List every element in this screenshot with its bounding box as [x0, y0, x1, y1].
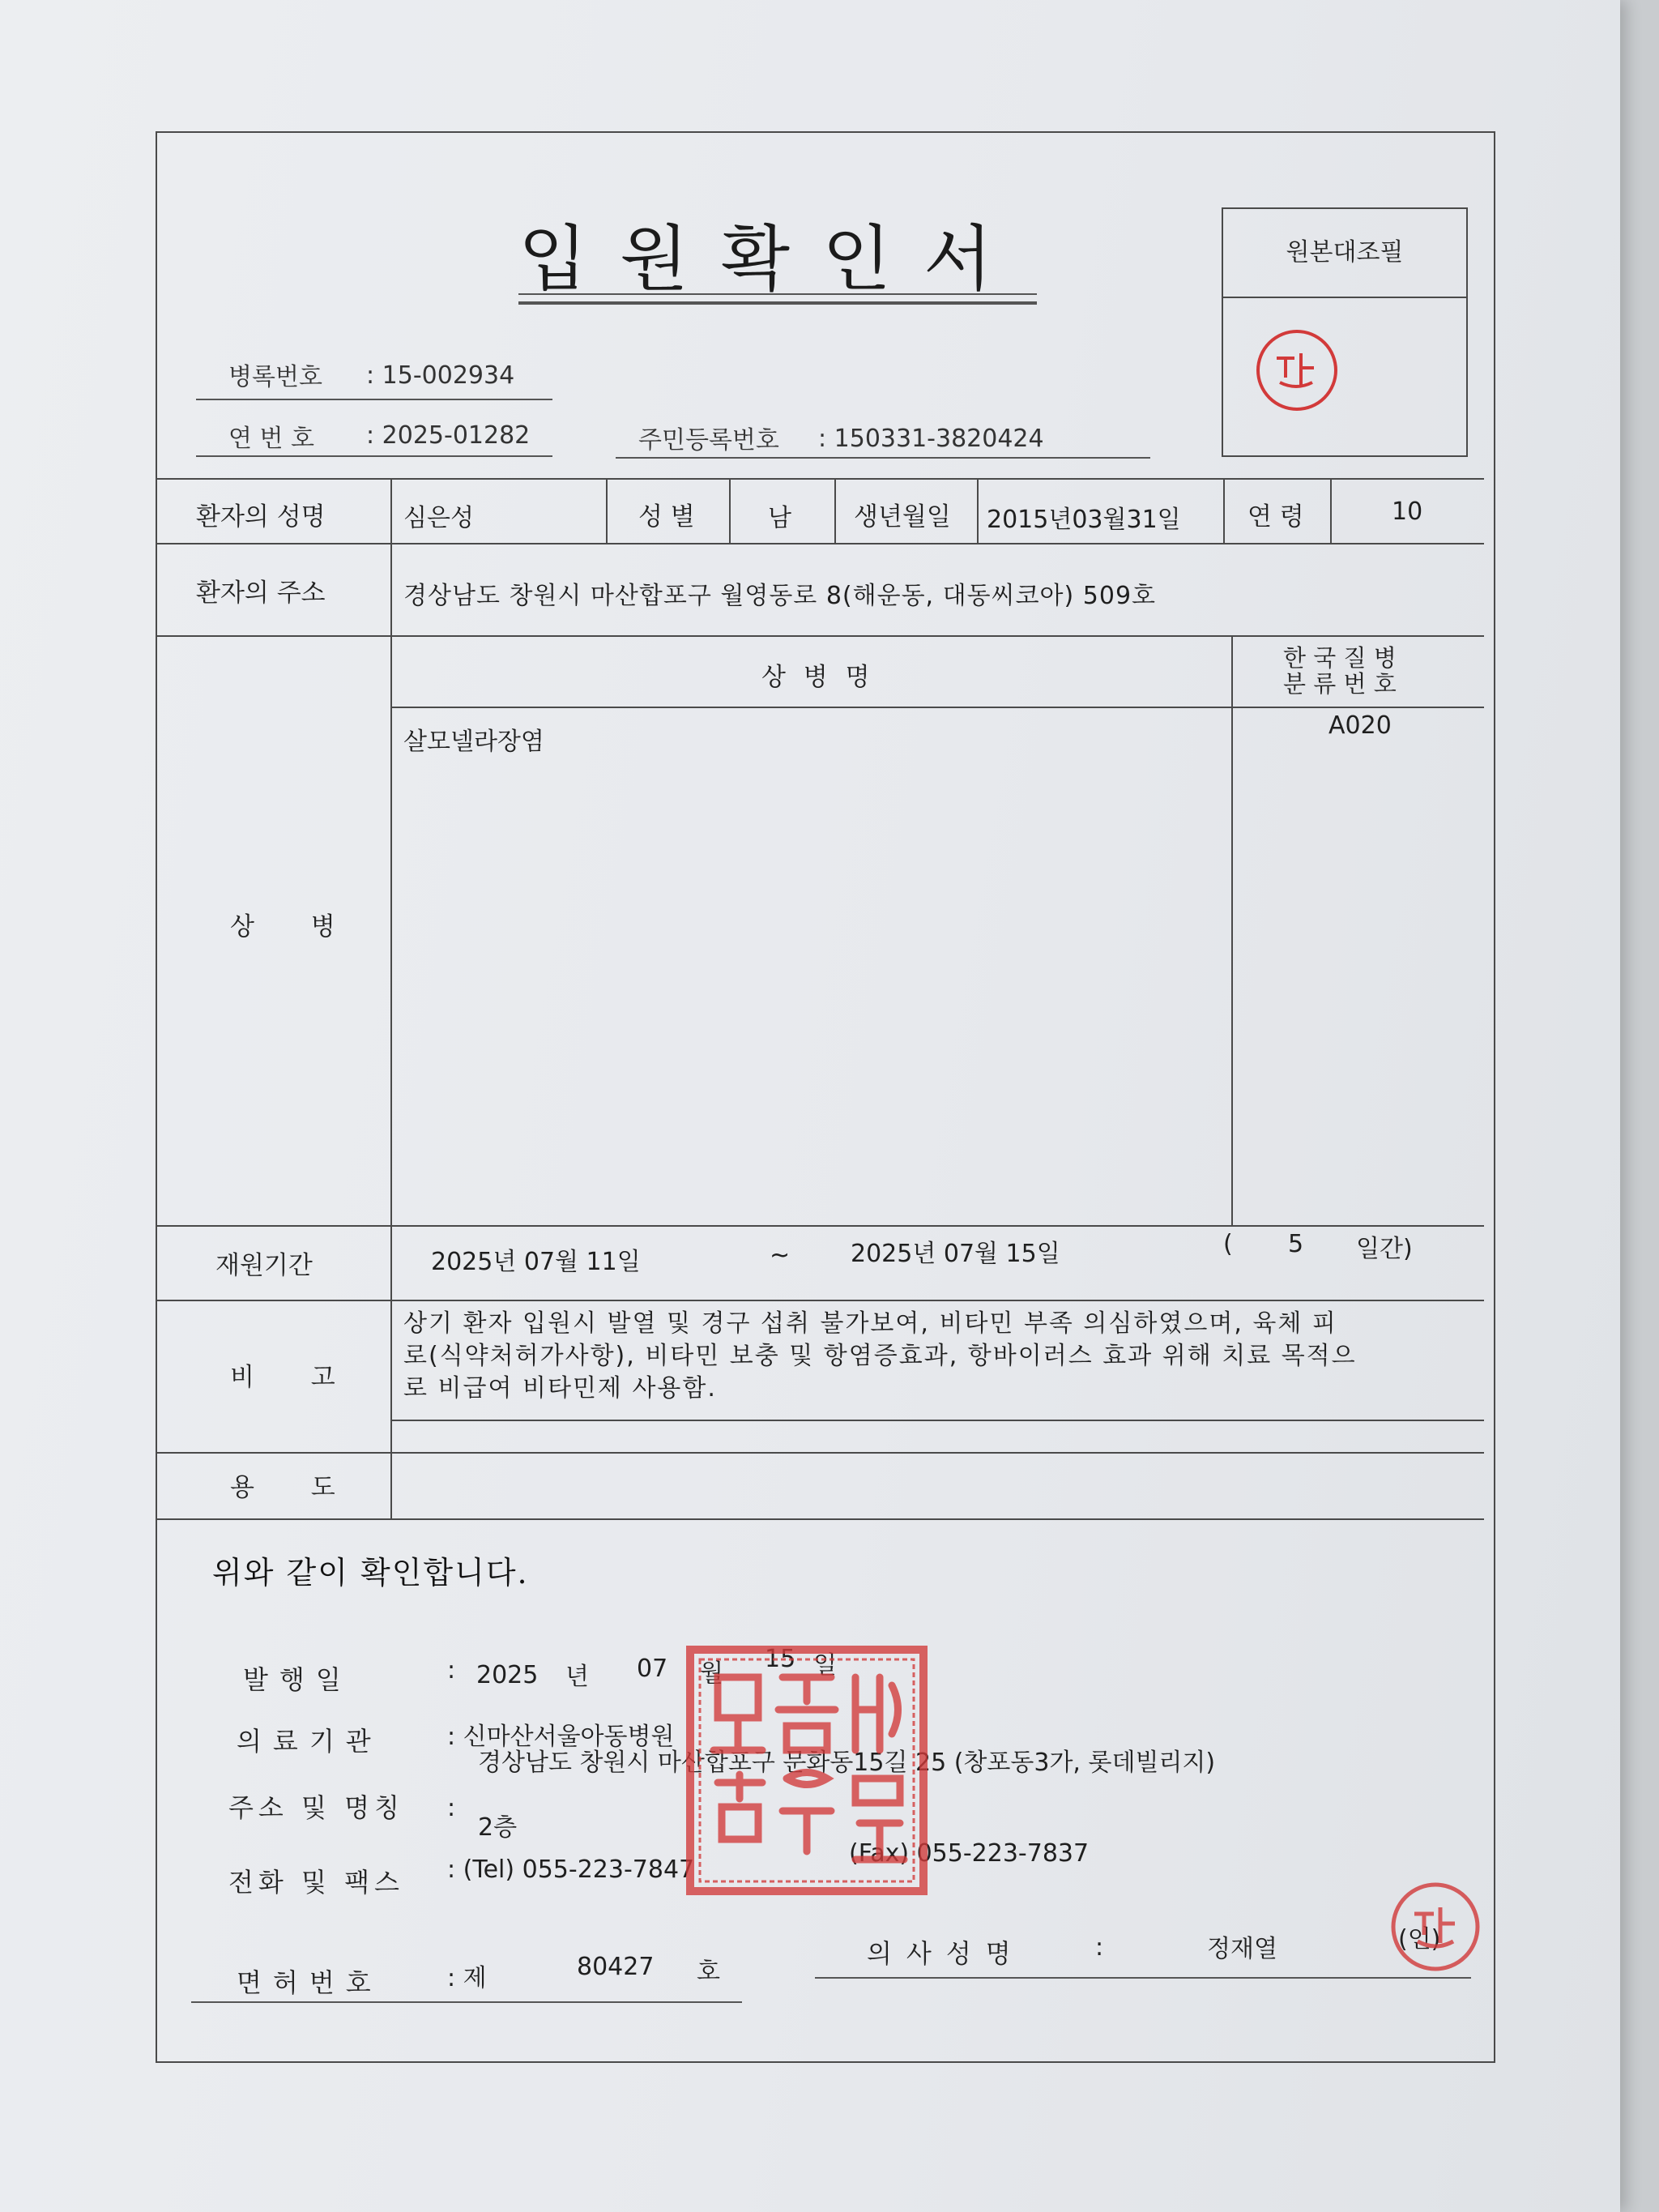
stay-period-label: 재원기간 — [215, 1251, 313, 1280]
phone-fax-label: 전화 및 팩스 — [228, 1867, 404, 1898]
table-rule — [390, 707, 1484, 708]
table-col-rule — [1223, 478, 1225, 543]
table-col-rule — [834, 478, 836, 543]
dob-value: 2015년03월31일 — [987, 506, 1181, 534]
serial-value: : 2025-01282 — [366, 421, 531, 450]
license-label: 면허번호 — [237, 1967, 382, 1998]
dob-label: 생년월일 — [854, 502, 951, 532]
patient-name-label: 환자의 성명 — [196, 502, 326, 532]
address-colon: : — [447, 1794, 456, 1822]
issue-date-colon: : — [447, 1656, 456, 1685]
table-rule — [390, 1420, 1484, 1421]
license-suffix: 호 — [697, 1958, 720, 1986]
issue-month-unit: 월 — [700, 1659, 723, 1688]
table-rule — [156, 543, 1484, 544]
address-label: 주소 및 명칭 — [228, 1792, 404, 1823]
age-value: 10 — [1392, 497, 1423, 526]
document-title: 입원확인서 — [518, 217, 1026, 301]
stay-start-date: 2025년 07월 11일 — [431, 1248, 641, 1276]
doctor-seal-icon — [1387, 1878, 1484, 1975]
doctor-underline — [815, 1977, 1471, 1979]
table-col-rule — [390, 478, 392, 1518]
seal-mark: (인) — [1398, 1925, 1441, 1954]
stay-end-date: 2025년 07월 15일 — [851, 1240, 1060, 1268]
record-no-value: : 15-002934 — [366, 361, 515, 390]
table-rule — [156, 1300, 1484, 1301]
license-underline — [191, 2001, 742, 2003]
stay-period-tilde: ~ — [770, 1241, 791, 1270]
remarks-text — [403, 1308, 1357, 1405]
license-prefix: : 제 — [447, 1964, 487, 1992]
issue-day-unit: 일 — [813, 1651, 837, 1680]
license-number: 80427 — [577, 1953, 655, 1981]
fax-number: (Fax) 055-223-7837 — [849, 1839, 1090, 1868]
title-underline — [518, 293, 1037, 295]
purpose-label: 용 도 — [230, 1473, 360, 1502]
table-top-rule — [156, 478, 1484, 480]
doctor-label: 의사성명 — [867, 1938, 1026, 1969]
institution-address-line1: 경상남도 창원시 마산합포구 문화동15길 25 (창포동3가, 롯데빌리지) — [478, 1749, 1216, 1777]
patient-address-label: 환자의 주소 — [196, 579, 326, 608]
stay-days: 5 — [1288, 1230, 1304, 1258]
sex-label: 성 별 — [638, 502, 695, 532]
table-col-rule — [977, 478, 979, 543]
record-no-label: 병록번호 — [228, 363, 322, 391]
remarks-line: 로 비급여 비타민제 사용함. — [403, 1374, 717, 1403]
remarks-label: 비 고 — [230, 1363, 360, 1392]
table-rule — [156, 635, 1484, 637]
table-col-rule — [1231, 635, 1233, 1225]
patient-name: 심은성 — [403, 504, 474, 532]
remarks-line: 로(식약처허가사항), 비타민 보충 및 항염증효과, 항바이러스 효과 위해 치료 목적으 — [403, 1342, 1357, 1370]
age-label: 연 령 — [1247, 502, 1304, 532]
kcd-header-line1: 한 국 질 병 — [1283, 644, 1397, 672]
patient-address: 경상남도 창원시 마산합포구 월영동로 8(해운동, 대동씨코아) 509호 — [403, 582, 1157, 610]
issue-day: 15 — [765, 1645, 796, 1673]
tel-number: : (Tel) 055-223-7847 — [447, 1855, 695, 1884]
original-check-box — [1222, 207, 1468, 457]
sex-value: 남 — [768, 504, 791, 532]
table-bottom-rule — [156, 1518, 1484, 1520]
institution-address-line2: 2층 — [478, 1813, 518, 1842]
serial-underline — [196, 455, 552, 457]
table-col-rule — [606, 478, 608, 543]
issue-year: 2025 — [476, 1661, 539, 1689]
serial-label: 연 번 호 — [228, 425, 315, 453]
issue-date-label: 발행일 — [243, 1664, 352, 1695]
institution-name: : 신마산서울아동병원 — [447, 1723, 675, 1751]
doctor-colon: : — [1095, 1933, 1104, 1962]
table-rule — [156, 1452, 1484, 1454]
table-col-rule — [729, 478, 731, 543]
diagnosis-section-label: 상 병 — [230, 912, 360, 942]
diagnosis-code: A020 — [1328, 711, 1392, 740]
doctor-name: 정재열 — [1207, 1935, 1277, 1963]
table-col-rule — [1330, 478, 1332, 543]
table-rule — [156, 1225, 1484, 1227]
resident-no-label: 주민등록번호 — [638, 426, 779, 455]
stay-days-open: ( — [1223, 1230, 1233, 1258]
personal-seal-icon — [1252, 326, 1341, 415]
hospital-seal-stamp — [685, 1645, 928, 1896]
diagnosis-name: 살모넬라장염 — [403, 728, 544, 756]
stay-days-close: 일간) — [1356, 1235, 1413, 1263]
original-check-label: 원본대조필 — [1223, 209, 1466, 298]
resident-no-underline — [616, 457, 1150, 459]
issue-year-unit: 년 — [565, 1663, 589, 1691]
confirm-statement: 위와 같이 확인합니다. — [212, 1555, 529, 1591]
remarks-line: 상기 환자 입원시 발열 및 경구 섭취 불가보여, 비타민 부족 의심하였으며, 육체 피 — [403, 1309, 1337, 1338]
kcd-header-line2: 분 류 번 호 — [1283, 670, 1397, 698]
institution-label: 의료기관 — [237, 1726, 382, 1757]
resident-no-value: : 150331-3820424 — [818, 425, 1044, 453]
diagnosis-name-header: 상 병 명 — [761, 663, 875, 692]
issue-month: 07 — [637, 1655, 668, 1683]
record-no-underline — [196, 399, 552, 400]
title-underline-thick — [518, 301, 1037, 305]
